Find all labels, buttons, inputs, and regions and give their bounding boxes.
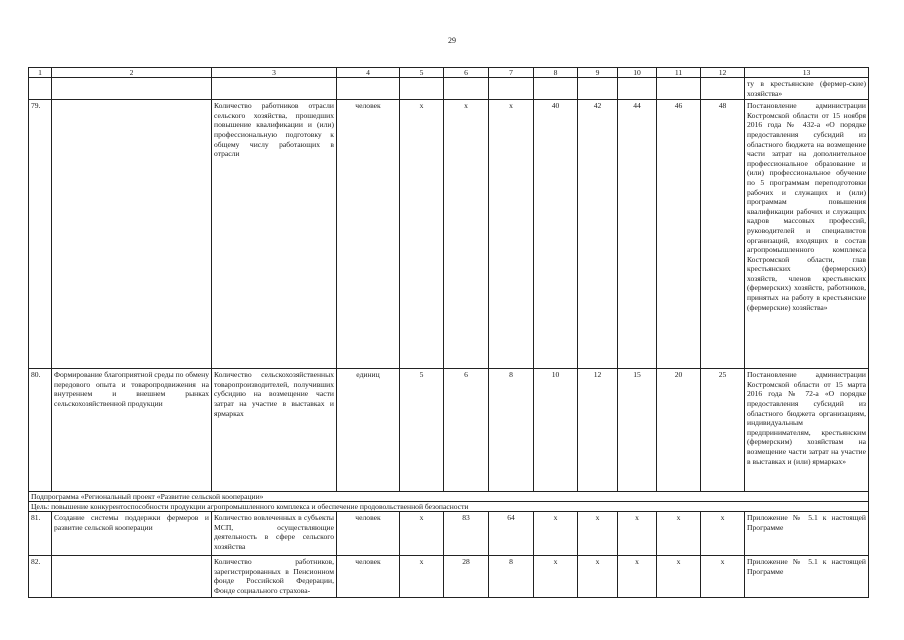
value-cell: 25 xyxy=(701,369,745,492)
column-number: 1 xyxy=(29,68,52,78)
value-cell: х xyxy=(578,512,618,556)
value-cell: 6 xyxy=(444,369,489,492)
value-cell: х xyxy=(701,556,745,597)
goal-title: Цель: повышение конкурентоспособности продукции агропромышленного комплекса и обеспечение продовольственной безопасности xyxy=(29,502,869,512)
value-cell: х xyxy=(400,512,444,556)
indicator-cell: Количество сельскохозяйственных товаропроизводителей, получивших субсидию на возмещение части затрат на участие в выставках и ярмарках xyxy=(212,369,337,492)
column-number: 4 xyxy=(337,68,400,78)
legal-basis-cell: Постановление администрации Костромской области от 15 ноября 2016 года № 432-а «О порядке предоставления субсидий из областного бюджета на возмещение части затрат на дополнительное профессиональное образование и (или) профессиональное обучение по 5 программам переподготовки рабочих и служащих и (или) программам повышения квалификации рабочих и служащих кадров массовых профессий, руководителей и специалистов организаций, входящих в состав агропромышленного комплекса Костромской области, глав крестьянских (фермерских) хозяйств, членов крестьянских (фермерских) хозяйств, работников, принятых на работу в крестьянские (фермерские) хозяйства» xyxy=(745,100,869,369)
unit-cell: единиц xyxy=(337,369,400,492)
column-number: 10 xyxy=(618,68,657,78)
page-number: 29 xyxy=(448,36,456,45)
value-cell: х xyxy=(618,512,657,556)
event-name-cell: Создание системы поддержки фермеров и развитие сельской кооперации xyxy=(52,512,212,556)
value-cell: х xyxy=(618,556,657,597)
event-name-cell xyxy=(52,100,212,369)
subprogram-row xyxy=(29,492,869,502)
value-cell: 10 xyxy=(534,369,578,492)
indicator-cell: Количество работников, зарегистрированных в Пенсионном фонде Российской Федерации, Фонде социального страхова- xyxy=(212,556,337,597)
value-cell: 15 xyxy=(618,369,657,492)
value-cell: х xyxy=(489,100,534,369)
value-cell: 46 xyxy=(657,100,701,369)
legal-basis-cell: Приложение № 5.1 к настоящей Программе xyxy=(745,512,869,556)
value-cell: 40 xyxy=(534,100,578,369)
unit-cell: человек xyxy=(337,512,400,556)
column-number: 2 xyxy=(52,68,212,78)
value-cell: 5 xyxy=(400,369,444,492)
indicator-cell: Количество работников отрасли сельского хозяйства, прошедших повышение квалификации и (или) профессиональную подготовку к общему числу работающих в отрасли xyxy=(212,100,337,369)
table-row xyxy=(29,512,869,556)
goal-row xyxy=(29,502,869,512)
indicators-table xyxy=(28,67,869,598)
value-cell: х xyxy=(657,556,701,597)
column-number: 11 xyxy=(657,68,701,78)
value-cell: х xyxy=(701,512,745,556)
value-cell: х xyxy=(400,100,444,369)
table-row xyxy=(29,100,869,369)
value-cell: 42 xyxy=(578,100,618,369)
indicator-cell: Количество вовлеченных в субъекты МСП, осуществляющие деятельность в сфере сельского хозяйства xyxy=(212,512,337,556)
column-number: 9 xyxy=(578,68,618,78)
value-cell: х xyxy=(578,556,618,597)
value-cell: 12 xyxy=(578,369,618,492)
column-number: 13 xyxy=(745,68,869,78)
value-cell: 83 xyxy=(444,512,489,556)
event-name-cell xyxy=(52,556,212,597)
row-number: 82. xyxy=(29,556,52,597)
table-row xyxy=(29,369,869,492)
subprogram-title: Подпрограмма «Региональный проект «Развитие сельской кооперации» xyxy=(29,492,869,502)
value-cell: 48 xyxy=(701,100,745,369)
value-cell: 64 xyxy=(489,512,534,556)
unit-cell: человек xyxy=(337,556,400,597)
column-number: 8 xyxy=(534,68,578,78)
value-cell: х xyxy=(657,512,701,556)
value-cell: 20 xyxy=(657,369,701,492)
value-cell: х xyxy=(534,556,578,597)
legal-basis-cell: Постановление администрации Костромской области от 15 марта 2016 года № 72-а «О порядке предоставления субсидий из областного бюджета организациям, индивидуальным предпринимателям, крестьянским (фермерским) хозяйствам на возмещение части затрат на участие в выставках и (или) ярмарках» xyxy=(745,369,869,492)
legal-basis-cell: Приложение № 5.1 к настоящей Программе xyxy=(745,556,869,597)
legal-basis-cell: ту в крестьянские (фермер-ские) хозяйства» xyxy=(745,78,869,100)
value-cell: 44 xyxy=(618,100,657,369)
column-number: 7 xyxy=(489,68,534,78)
row-number: 81. xyxy=(29,512,52,556)
value-cell: х xyxy=(534,512,578,556)
table-row xyxy=(29,78,869,100)
unit-cell: человек xyxy=(337,100,400,369)
value-cell: х xyxy=(444,100,489,369)
row-number: 79. xyxy=(29,100,52,369)
value-cell: х xyxy=(400,556,444,597)
column-number: 6 xyxy=(444,68,489,78)
column-number: 5 xyxy=(400,68,444,78)
column-number-row xyxy=(29,68,869,78)
table-row xyxy=(29,556,869,597)
value-cell: 8 xyxy=(489,369,534,492)
value-cell: 28 xyxy=(444,556,489,597)
row-number: 80. xyxy=(29,369,52,492)
column-number: 3 xyxy=(212,68,337,78)
value-cell: 8 xyxy=(489,556,534,597)
event-name-cell: Формирование благоприятной среды по обмену передового опыта и товаропродвижения на внутреннем и внешнем рынках сельскохозяйственной продукции xyxy=(52,369,212,492)
column-number: 12 xyxy=(701,68,745,78)
